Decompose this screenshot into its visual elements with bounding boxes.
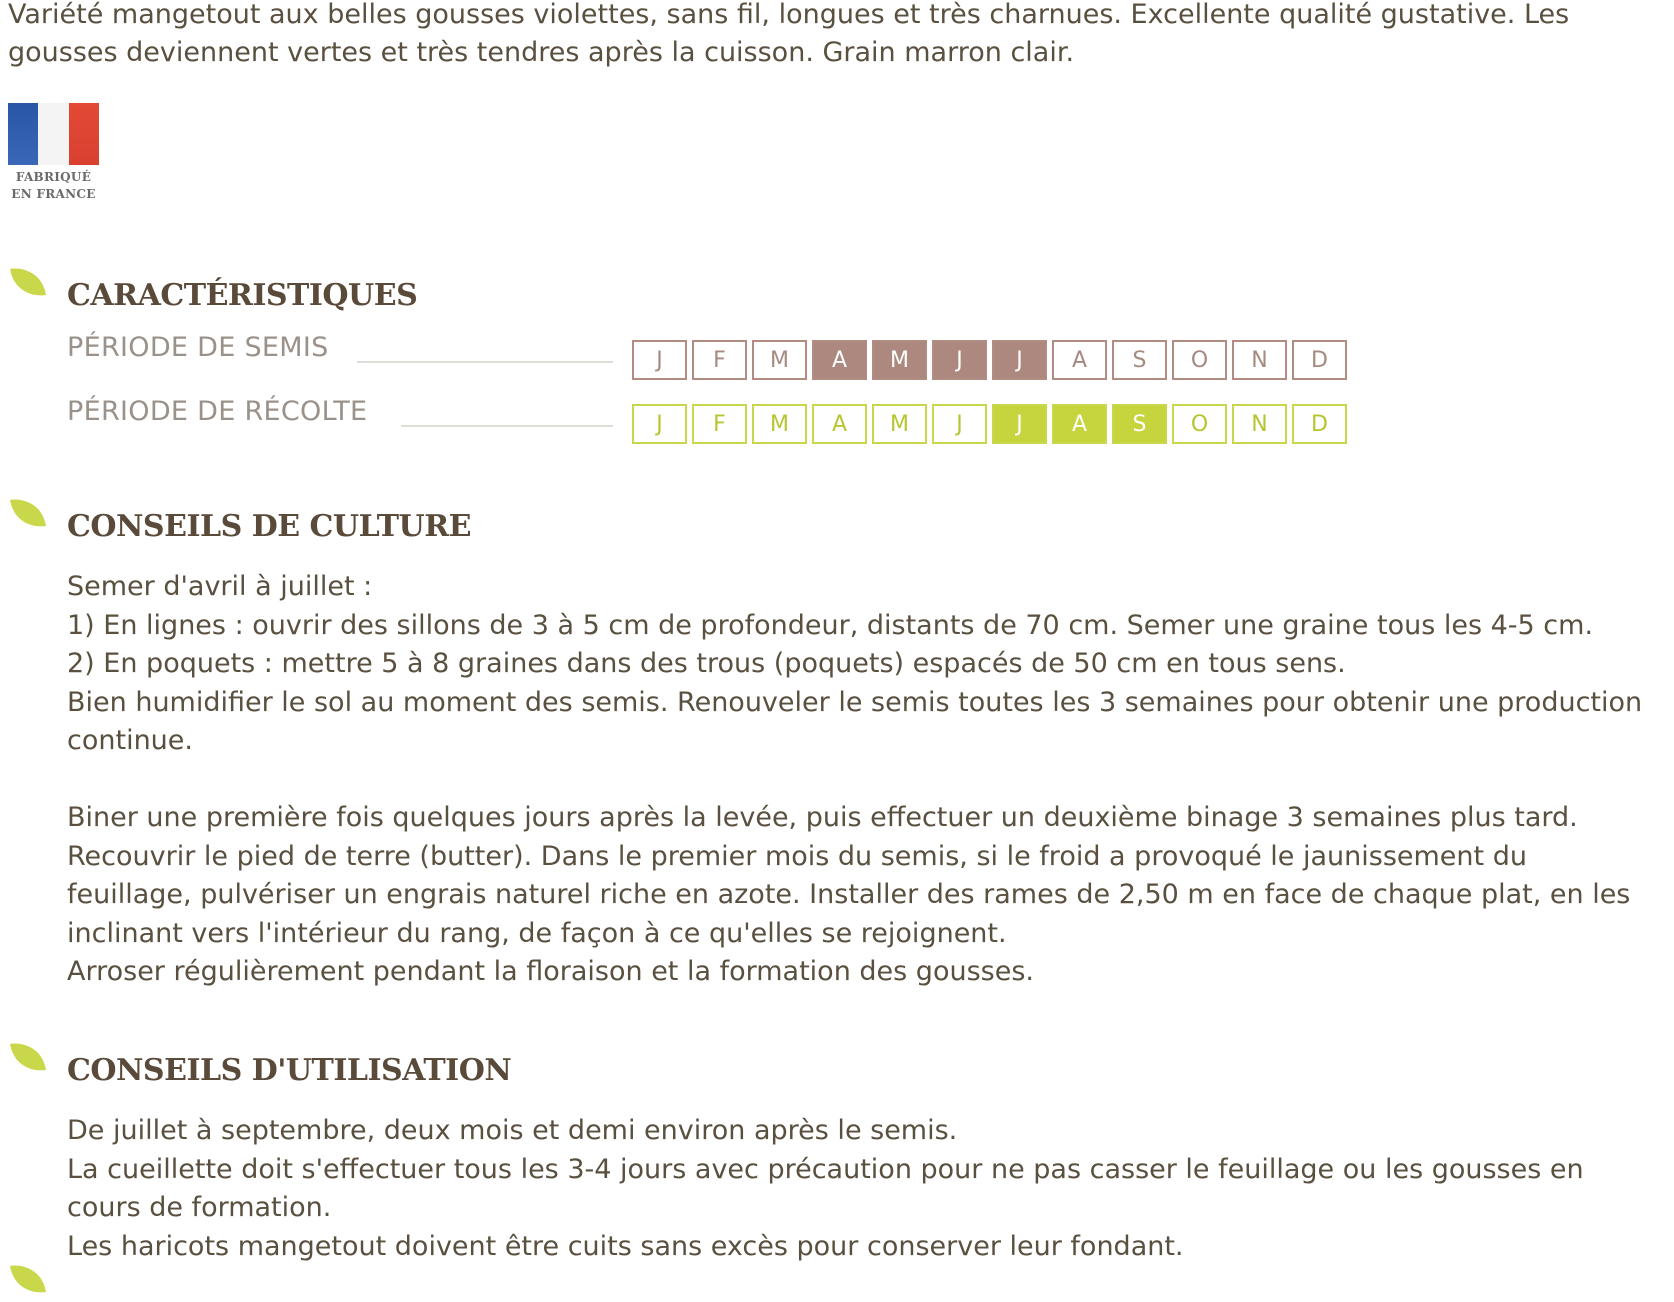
sowing-month-5: M [872,340,927,380]
sowing-month-7: J [992,340,1047,380]
sowing-period-divider [357,361,613,363]
harvest-month-grid [632,404,1347,444]
sowing-month-grid [632,340,1347,380]
sowing-month-10: O [1172,340,1227,380]
sowing-month-3: M [752,340,807,380]
product-description: Variété mangetout aux belles gousses violettes, sans fil, longues et très charnues. Excellente qualité gustative. Les gousses deviennent vertes et très tendres après la cuisson. Grain marron clair. [8,0,1570,68]
harvest-month-8: A [1052,404,1107,444]
sowing-month-2: F [692,340,747,380]
sowing-month-6: J [932,340,987,380]
sowing-month-1: J [632,340,687,380]
culture-paragraph-1: Semer d'avril à juillet : 1) En lignes : ouvrir des sillons de 3 à 5 cm de profondeur, distants de 70 cm. Semer une graine tous les 4-5 cm. 2) En poquets : mettre 5 à 8 graines dans des trous (poquets) espacés de 50 cm en tous sens. Bien humidifier le sol au moment des semis. Renouveler le semis toutes les 3 semaines pour obtenir une production continue. [67,571,1643,756]
badge-line-1: FABRIQUÉ [15,170,92,184]
sowing-period-label: PÉRIODE DE SEMIS [67,332,329,363]
harvest-month-5: M [872,404,927,444]
sowing-month-8: A [1052,340,1107,380]
leaf-icon [8,496,48,536]
harvest-month-2: F [692,404,747,444]
section-title-characteristics: CARACTÉRISTIQUES [67,278,418,313]
leaf-icon [8,265,48,305]
harvest-month-3: M [752,404,807,444]
harvest-month-11: N [1232,404,1287,444]
sowing-month-9: S [1112,340,1167,380]
harvest-month-1: J [632,404,687,444]
leaf-icon [8,1262,48,1302]
sowing-month-11: N [1232,340,1287,380]
badge-line-2: EN FRANCE [11,187,96,201]
harvest-month-10: O [1172,404,1227,444]
sowing-month-12: D [1292,340,1347,380]
harvest-month-12: D [1292,404,1347,444]
made-in-france-badge [8,103,99,203]
french-flag-icon [8,103,99,165]
culture-paragraph-2: Biner une première fois quelques jours après la levée, puis effectuer un deuxième binage 3 semaines plus tard. Recouvrir le pied de terre (butter). Dans le premier mois du semis, si le froid a provoqué le jaunissement du feuillage, pulvériser un engrais naturel riche en azote. Installer des rames de 2,50 m en face de chaque plat, en les inclinant vers l'intérieur du rang, de façon à ce qu'elles se rejoignent. Arroser régulièrement pendant la floraison et la formation des gousses. [67,802,1631,987]
harvest-period-divider [401,425,613,427]
harvest-month-9: S [1112,404,1167,444]
harvest-month-7: J [992,404,1047,444]
usage-paragraph: De juillet à septembre, deux mois et demi environ après le semis. La cueillette doit s'effectuer tous les 3-4 jours avec précaution pour ne pas casser le feuillage ou les gousses en cours de formation. Les haricots mangetout doivent être cuits sans excès pour conserver leur fondant. [67,1115,1584,1262]
harvest-month-6: J [932,404,987,444]
leaf-icon [8,1040,48,1080]
harvest-month-4: A [812,404,867,444]
section-title-usage: CONSEILS D'UTILISATION [67,1053,512,1088]
harvest-period-label: PÉRIODE DE RÉCOLTE [67,396,368,427]
section-title-culture: CONSEILS DE CULTURE [67,509,471,544]
badge-text [8,169,99,203]
sowing-month-4: A [812,340,867,380]
